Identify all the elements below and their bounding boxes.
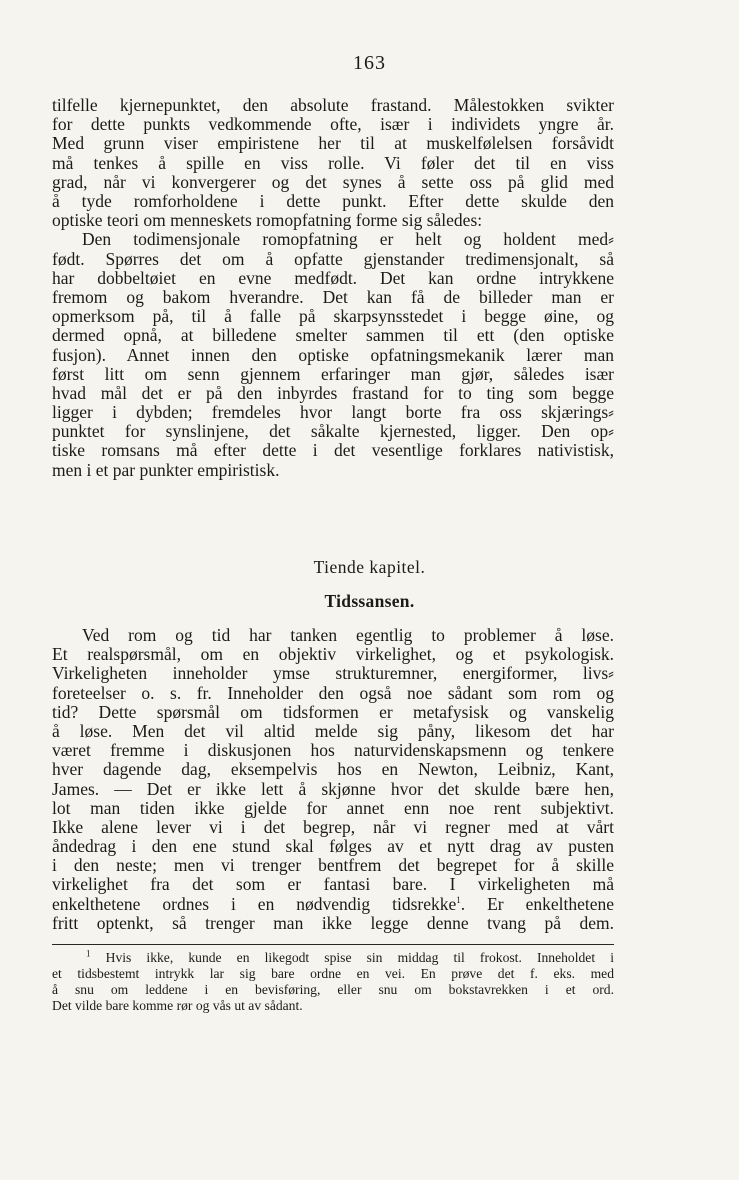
text-line: ligger i dybden; fremdeles hvor langt borte fra oss skjærings⸗ — [52, 402, 614, 423]
text-line: fremom og bakom hverandre. Det kan få de billeder man er — [52, 286, 614, 307]
footnote-text: Hvis ikke, kunde en likegodt spise sin middag til frokost. Inneholdet i — [105, 950, 614, 965]
text-line: været fremme i diskusjonen hos naturvidenskapsmenn og tenkere — [52, 740, 614, 761]
text-line: dermed opnå, at billedene smelter sammen til ett (den optiske — [52, 325, 614, 346]
text-line: optiske teori om menneskets romopfatning forme sig således: — [52, 210, 483, 231]
paragraph-optical-theory — [52, 230, 614, 479]
text-line: å tyde romforholdene i dette punkt. Efter dette skulde den — [52, 190, 614, 211]
text-line: må tenkes å spille en viss rolle. Vi føler det til en viss — [52, 152, 614, 173]
text-line: tilfelle kjernepunktet, den absolute frastand. Målestokken svikter — [52, 95, 614, 115]
text-line: opmerksom på, til å falle på skarpsynsstedet i begge øine, og — [52, 306, 614, 327]
footnote-reference: 1 — [456, 894, 461, 905]
text-line: tiske romsans må efter dette i det vesentlige forklares nativistisk, — [52, 440, 614, 461]
page-number: 163 — [353, 52, 386, 74]
text-line: født. Spørres det om å opfatte gjenstander tredimensjonalt, så — [52, 248, 614, 269]
text-line: hver dagende dag, eksempelvis hos en Newton, Leibniz, Kant, — [52, 759, 614, 780]
text-line: Den todimensjonale romopfatning er helt og holdent med⸗ — [82, 229, 614, 250]
section-heading: Tidssansen. — [324, 591, 415, 611]
footnote-line — [52, 950, 614, 966]
text-line: har dobbeltøiet en evne medfødt. Det kan ordne intrykkene — [52, 267, 614, 288]
footnote — [52, 950, 614, 1014]
text-line: virkelighet fra det som er fantasi bare. I virkeligheten må — [52, 874, 614, 895]
text-line: foreteelser o. s. fr. Inneholder den også noe sådant som rom og — [52, 682, 614, 703]
text-line: fusjon). Annet innen den optiske opfatningsmekanik lærer man — [52, 344, 614, 365]
text-line: Ikke alene lever vi i det begrep, når vi regner med at vårt — [52, 816, 614, 837]
text-line: punktet for synslinjene, det såkalte kjernested, ligger. Den op⸗ — [52, 421, 614, 442]
text-line: men i et par punkter empiristisk. — [52, 459, 280, 480]
text-line: Ved rom og tid har tanken egentlig to problemer å løse. — [82, 625, 614, 645]
footnote-line: Det vilde bare komme rør og vås ut av sådant. — [52, 998, 303, 1013]
text-line: i den neste; men vi trenger bentfrem det begrepet for å skille — [52, 855, 614, 876]
text-line: tid? Dette spørsmål om tidsformen er metafysisk og vanskelig — [52, 701, 614, 722]
text-line: først litt om senn gjennem erfaringer man gjør, således især — [52, 363, 614, 384]
text-line: lot man tiden ikke gjelde for annet enn noe rent subjektivt. — [52, 797, 614, 818]
text-line: åndedrag i den ene stund skal følges av et nytt drag av pusten — [52, 836, 614, 857]
text-line: å løse. Men det vil altid melde sig påny, likesom det har — [52, 720, 614, 741]
paragraph-time-sense — [52, 626, 614, 933]
footnote-line: å snu om leddene i en bevisføring, eller snu om bokstavrekken i et ord. — [52, 982, 614, 997]
paragraph-continuation — [52, 96, 614, 230]
footnote-line: et tidsbestemt intrykk lar sig bare ordne en vei. En prøve det f. eks. med — [52, 966, 614, 981]
text-segment: enkelthetene ordnes i en nødvendig tidsrekke — [52, 893, 457, 914]
text-line: Et realspørsmål, om en objektiv virkelighet, og et psykologisk. — [52, 644, 614, 665]
footnote-marker: 1 — [86, 948, 91, 959]
text-line: grad, når vi konvergerer og det synes å sette oss på glid med — [52, 171, 614, 192]
chapter-heading: Tiende kapitel. — [313, 557, 426, 577]
text-line: Med grunn viser empiristene her til at muskelfølelsen forsåvidt — [52, 133, 614, 154]
text-line: James. — Det er ikke lett å skjønne hvor det skulde bære hen, — [52, 778, 614, 799]
footnote-divider — [52, 944, 614, 945]
text-line: for dette punkts vedkommende ofte, især i individets yngre år. — [52, 114, 614, 135]
text-line: Virkeligheten inneholder ymse strukturemner, energiformer, livs⸗ — [52, 663, 614, 684]
text-line-with-footnote — [52, 895, 614, 914]
text-line: fritt optenkt, så trenger man ikke legge denne tvang på dem. — [52, 912, 614, 933]
text-segment: . Er enkelthetene — [460, 893, 614, 914]
text-line: hvad mål det er på den inbyrdes frastand for to ting som begge — [52, 382, 614, 403]
